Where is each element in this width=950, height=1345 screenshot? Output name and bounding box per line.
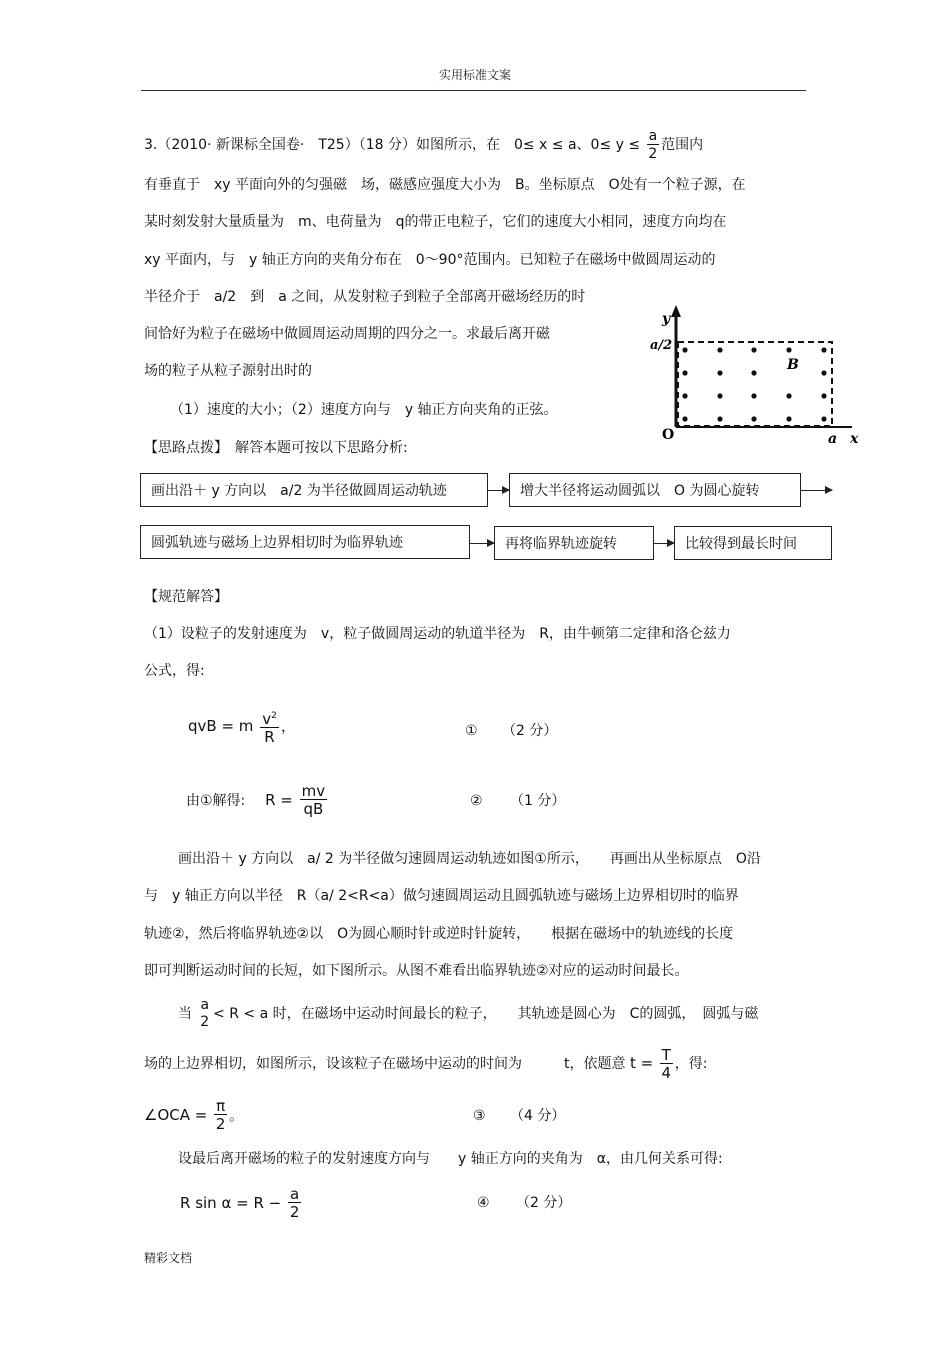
hint-title: 【思路点拨】 [144,440,221,456]
problem-line-4: xy 平面内，与 y 轴正方向的夹角分布在 0～90°范围内。已知粒子在磁场中做圆周运动的 [144,252,716,268]
flow-arrow-1 [488,490,509,491]
field-dot [821,347,826,352]
para-3-fraction [198,997,211,1031]
solution-para-2b: 与 y 轴正方向以半径 R（a/ 2<R<a）做匀速圆周运动且圆弧轨迹与磁场上边界相切时的临界 [144,888,739,904]
field-dots [682,347,826,421]
equation-1-fraction [260,708,279,746]
equation-2-number: ② [470,793,483,809]
equation-3-numerator: π [216,1097,226,1115]
equation-3-tail: 。 [229,1106,245,1124]
y-axis-arrow [671,305,681,317]
solution-para-2a: 画出沿＋ y 方向以 a/ 2 为半径做匀速圆周运动轨迹如图①所示， 再画出从坐标原点 O沿 [178,851,761,867]
page-header: 实用标准文案 [438,68,511,82]
problem-line-1-text: 3.（2010· 新课标全国卷· T25）（18 分）如图所示，在 0≤ x ≤ a、0≤ y ≤ [144,137,641,153]
header-divider [141,90,806,91]
fraction-a-over-2 [647,128,660,163]
equation-4-numerator: a [289,1185,300,1203]
problem-line-6: 间恰好为粒子在磁场中做圆周运动周期的四分之一。求最后离开磁 [144,326,550,342]
equation-4-fraction [288,1186,301,1221]
field-dot [786,347,791,352]
equation-1-points: （2 分） [502,723,558,739]
fraction-numerator: a [648,127,658,144]
solution-heading: 【规范解答】 [144,589,228,605]
para-4-text: 场的上边界相切，如图所示，设该粒子在磁场中运动的时间为 t，依题意 [144,1056,626,1072]
equation-3-number: ③ [473,1108,486,1124]
field-dot [682,370,687,375]
equation-2-numerator: mv [301,782,326,800]
field-dot [682,393,687,398]
field-dot [751,416,756,421]
field-dot [717,347,722,352]
equation-3-fraction [214,1098,227,1133]
para-3-denominator: 2 [200,1014,210,1030]
equation-2-points: （1 分） [510,793,566,809]
flow-box-4: 再将临界轨迹旋转 [494,526,654,560]
flow-arrow-4 [654,543,674,544]
equation-2-fraction [300,783,328,818]
x-axis-label: x [850,431,859,447]
flow-box-2: 增大半径将运动圆弧以 O 为圆心旋转 [509,473,801,507]
equation-1-numerator [260,708,279,728]
flow-box-5: 比较得到最长时间 [674,526,832,560]
equation-3-points: （4 分） [510,1108,566,1124]
para-4-t: t = [629,1054,654,1072]
solution-para-1a: （1）设粒子的发射速度为 v，粒子做圆周运动的轨道半径为 R，由牛顿第二定律和洛仑兹力 [144,626,731,642]
equation-2-prefix: 由①解得: [186,793,246,809]
problem-line-5: 半径介于 a/2 到 a 之间，从发射粒子到粒子全部离开磁场经历的时 [144,289,586,305]
equation-3-denominator: 2 [215,1115,226,1133]
a-label: a [828,431,838,447]
equation-1 [188,704,296,748]
solution-para-2d: 即可判断运动时间的长短，如下图所示。从图不难看出临界轨迹②对应的运动时间最长。 [144,963,689,979]
problem-line-1-end: 范围内 [661,137,704,153]
equation-1-lhs: qvB = m [188,717,254,735]
equation-4-number: ④ [477,1195,490,1211]
field-dot [717,393,722,398]
equation-4-lhs: R sin α = R − [180,1194,282,1212]
equation-2-denominator: qB [303,800,324,818]
field-b-label: B [787,357,799,373]
solution-para-3 [178,993,758,1035]
para-4-denominator: 4 [661,1063,671,1082]
equation-3-lhs: ∠OCA = [144,1106,208,1124]
field-dot [751,370,756,375]
equation-4-denominator: 2 [289,1203,300,1221]
equation-4-points: （2 分） [516,1195,572,1211]
equation-3 [144,1094,244,1136]
equation-1-tail: ， [280,717,296,735]
field-region-boundary [678,342,832,426]
field-dot [821,416,826,421]
problem-line-7: 场的粒子从粒子源射出时的 [144,363,312,379]
field-dot [786,393,791,398]
equation-2-lhs: R = [265,791,293,809]
problem-line-3: 某时刻发射大量质量为 m、电荷量为 q的带正电粒子，它们的速度大小相同，速度方向均在 [144,214,727,230]
hint-heading [144,439,408,457]
field-dot [821,393,826,398]
flow-arrow-2 [801,490,832,491]
para-4-numerator: T [661,1045,671,1064]
para-3-prefix: 当 [178,1006,192,1022]
solution-para-4 [144,1042,708,1085]
flow-arrow-3 [470,543,494,544]
flow-box-1: 画出沿＋ y 方向以 a/2 为半径做圆周运动轨迹 [140,473,488,507]
field-dot [682,416,687,421]
fraction-denominator: 2 [648,145,658,162]
para-4-end: ，得: [674,1056,708,1072]
flow-box-3: 圆弧轨迹与磁场上边界相切时为临界轨迹 [140,525,470,559]
y-axis-label: y [662,311,671,327]
magnetic-field-figure [640,305,870,455]
page-footer: 精彩文档 [144,1251,193,1265]
hint-intro: 解答本题可按以下思路分析: [235,440,408,456]
equation-1-numerator-v: v [262,709,272,728]
origin-label: O [662,427,675,443]
a-half-label: a/2 [650,338,673,353]
solution-para-2c: 轨迹②，然后将临界轨迹②以 O为圆心顺时针或逆时针旋转， 根据在磁场中的轨迹线的长度 [144,926,734,942]
field-dot [751,393,756,398]
para-3-text: < R < a 时，在磁场中运动时间最长的粒子， 其轨迹是圆心为 C的圆弧， 圆弧与磁 [213,1006,759,1022]
field-dot [682,347,687,352]
equation-1-exponent: 2 [271,710,277,721]
field-dot [786,416,791,421]
equation-4 [180,1182,303,1224]
problem-questions: （1）速度的大小；（2）速度方向与 y 轴正方向夹角的正弦。 [170,402,558,418]
equation-1-denominator: R [264,727,275,746]
para-3-numerator: a [200,997,210,1013]
problem-line-2: 有垂直于 xy 平面向外的匀强磁 场，磁感应强度大小为 B。坐标原点 O处有一个粒子源，在 [144,177,746,193]
field-dot [751,347,756,352]
solution-para-5: 设最后离开磁场的粒子的发射速度方向与 y 轴正方向的夹角为 α，由几何关系可得: [178,1151,723,1167]
para-4-fraction [660,1047,673,1082]
field-dot [717,416,722,421]
field-dot [821,370,826,375]
equation-2 [186,778,329,823]
solution-para-1b: 公式，得: [144,663,205,679]
equation-1-number: ① [465,723,478,739]
problem-line-1 [144,124,703,166]
field-dot [717,370,722,375]
